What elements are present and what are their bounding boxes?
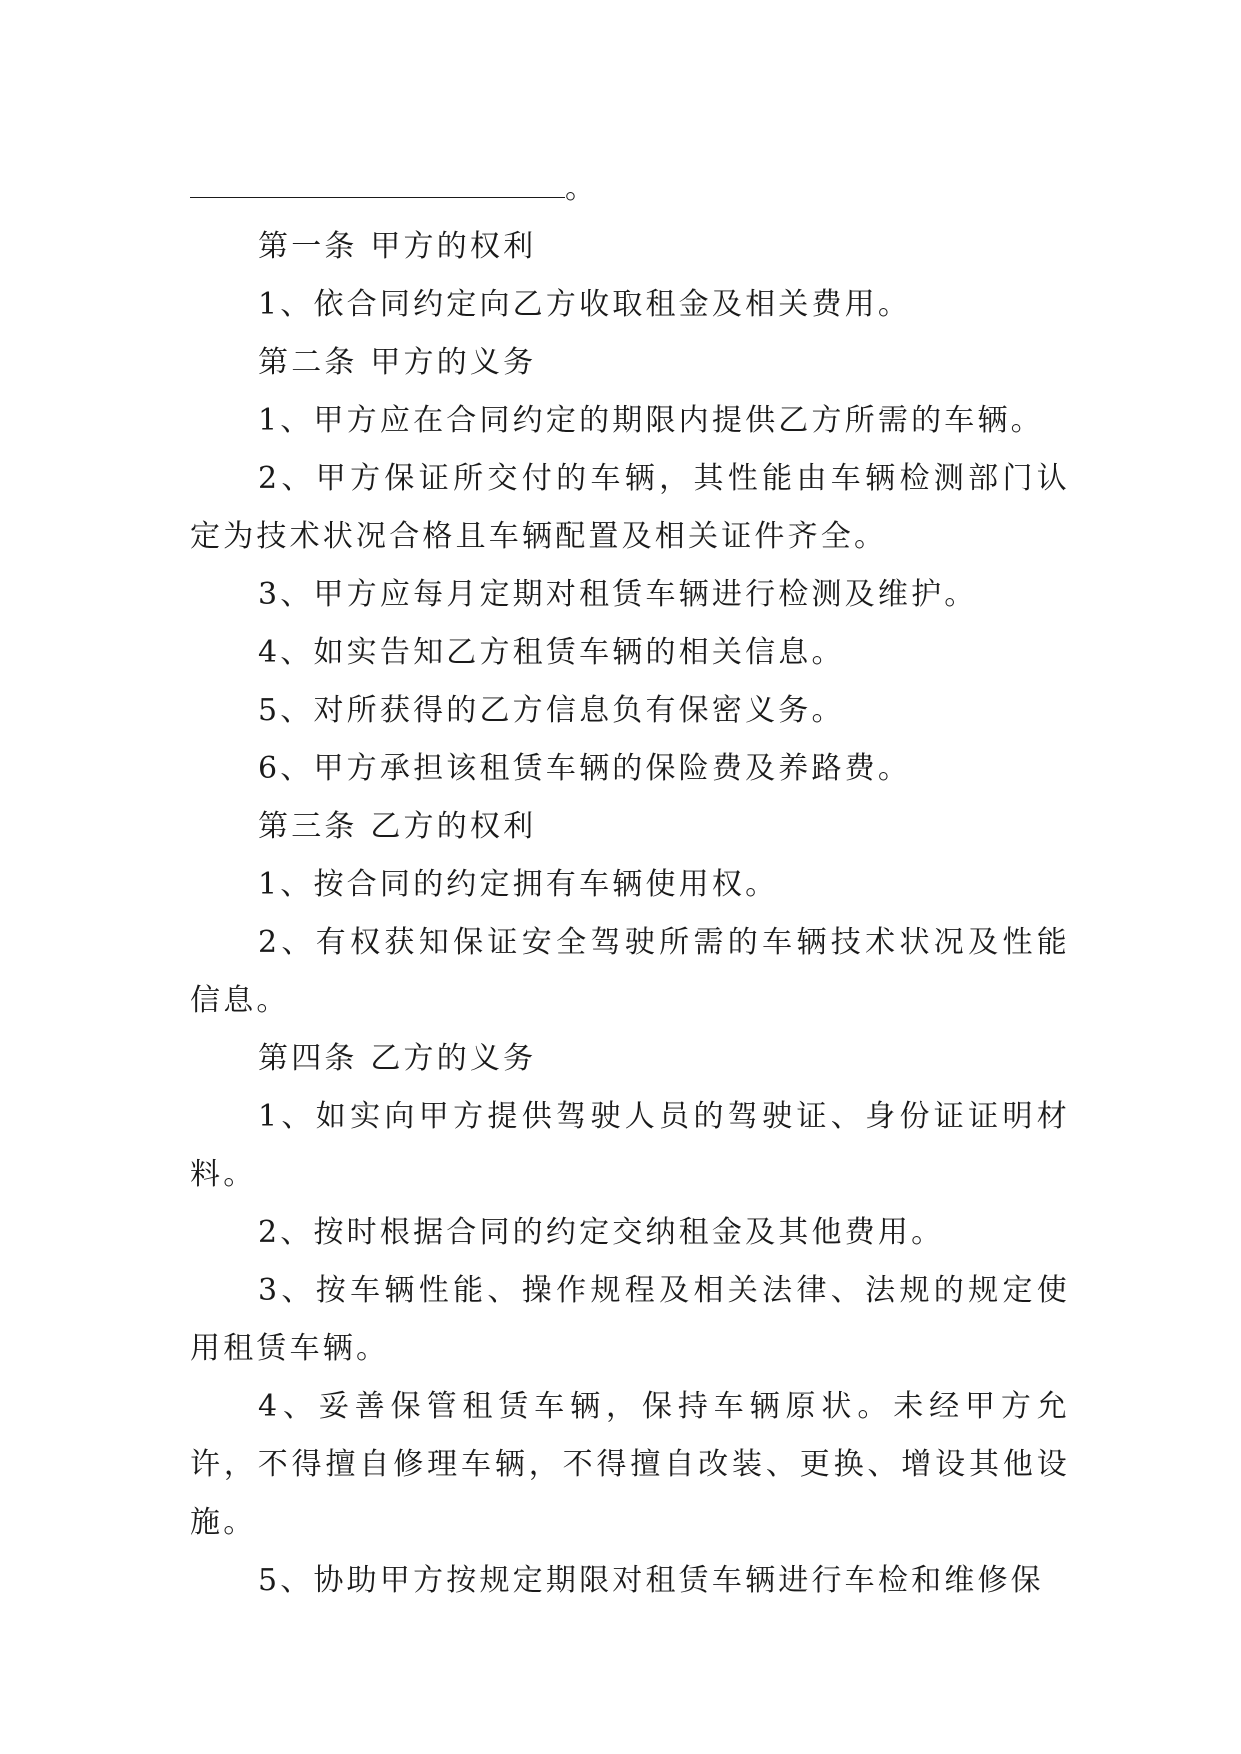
underline-blank	[190, 167, 565, 198]
document-body	[190, 160, 1070, 1610]
article-2-item-5: 5、对所获得的乙方信息负有保密义务。	[258, 693, 845, 728]
article-4-item-5: 5、协助甲方按规定期限对租赁车辆进行车检和维修保	[258, 1563, 1044, 1598]
article-1-item-1: 1、依合同约定向乙方收取租金及相关费用。	[258, 287, 912, 322]
article-2-item-4: 4、如实告知乙方租赁车辆的相关信息。	[258, 635, 845, 670]
article-2-heading: 第二条 甲方的义务	[258, 345, 537, 380]
article-4-item-1: 1、如实向甲方提供驾驶人员的驾驶证、身份证证明材料。	[190, 1099, 1070, 1192]
article-2-item-2: 2、甲方保证所交付的车辆，其性能由车辆检测部门认定为技术状况合格且车辆配置及相关证件齐全。	[190, 461, 1070, 554]
article-2-item-1: 1、甲方应在合同约定的期限内提供乙方所需的车辆。	[258, 403, 1044, 438]
first-line-end: 。	[565, 171, 599, 206]
article-3-item-2: 2、有权获知保证安全驾驶所需的车辆技术状况及性能信息。	[190, 925, 1070, 1018]
article-4-item-2: 2、按时根据合同的约定交纳租金及其他费用。	[258, 1215, 945, 1250]
article-3-item-1: 1、按合同的约定拥有车辆使用权。	[258, 867, 779, 902]
article-4-item-3: 3、按车辆性能、操作规程及相关法律、法规的规定使用租赁车辆。	[190, 1273, 1070, 1366]
blank-fill-line	[190, 160, 1070, 218]
article-4-heading: 第四条 乙方的义务	[258, 1041, 537, 1076]
article-3-heading: 第三条 乙方的权利	[258, 809, 537, 844]
article-4-item-4: 4、妥善保管租赁车辆，保持车辆原状。未经甲方允许，不得擅自修理车辆，不得擅自改装、更换、增设其他设施。	[190, 1389, 1070, 1540]
article-2-item-3: 3、甲方应每月定期对租赁车辆进行检测及维护。	[258, 577, 978, 612]
article-1-heading: 第一条 甲方的权利	[258, 229, 537, 264]
article-2-item-6: 6、甲方承担该租赁车辆的保险费及养路费。	[258, 751, 912, 786]
